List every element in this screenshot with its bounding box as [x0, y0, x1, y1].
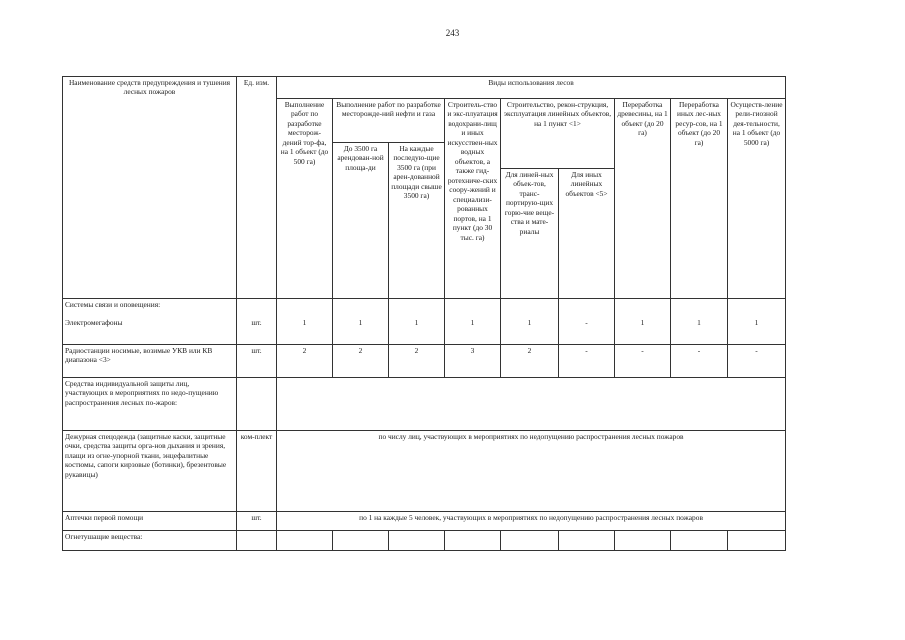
header-col-linear-other: Для иных линейных объектов <5> [559, 169, 615, 299]
cell-value: 2 [389, 345, 445, 378]
cell-value: 1 [501, 317, 559, 345]
header-col-other-resources: Переработка иных лес-ных ресур-сов, на 1 объект (до 20 га) [671, 99, 728, 299]
header-group-linear: Строительство, рекон-струкция, эксплуатация линейных объектов, на 1 пункт <1> [501, 99, 615, 169]
header-col-linear-fuel: Для линей-ных объек-тов, транс-портирую-щих горю-чие веще-ства и мате-риалы [501, 169, 559, 299]
header-col-oilgas-up-to-3500: До 3500 га арендован-ной площа-ди [333, 143, 389, 299]
table-row [63, 317, 786, 345]
cell-value: 2 [277, 345, 333, 378]
row-workwear-name: Дежурная спецодежда (защитные каски, защитные очки, средства защиты орга-нов дыхания и зрения, плащи из огне-упорной ткани, энцефалитные костюмы, сапоги кирзовые (ботинки), брезентовые рукавицы) [63, 431, 237, 512]
cell-value: 1 [277, 317, 333, 345]
header-name-column: Наименование средств предупреждения и тушения лесных пожаров [63, 77, 237, 299]
header-col-religious: Осуществ-ление рели-гиозной дея-тельности, на 1 объект (до 5000 га) [728, 99, 786, 299]
row-radios-unit: шт. [237, 345, 277, 378]
cell-value: 1 [389, 317, 445, 345]
cell-value: 1 [728, 317, 786, 345]
header-group-title: Виды использования лесов [277, 77, 786, 99]
cell-value: 1 [671, 317, 728, 345]
table-row [63, 345, 786, 378]
fire-equipment-table [62, 76, 786, 551]
section-communications: Системы связи и оповещения: [63, 299, 237, 317]
row-radios-name: Радиостанции носимые, возимые УКВ или КВ диапазона <3> [63, 345, 237, 378]
cell-value: 2 [501, 345, 559, 378]
table-row [63, 512, 786, 531]
header-col-oilgas-each-3500: На каждые последую-щие 3500 га (при арен-дованной площади свыше 3500 га) [389, 143, 445, 299]
row-megaphones-unit: шт. [237, 317, 277, 345]
section-extinguishing: Огнетушащие вещества: [63, 531, 237, 551]
header-unit-column: Ед. изм. [237, 77, 277, 299]
row-firstaid-unit: шт. [237, 512, 277, 531]
cell-value: - [671, 345, 728, 378]
table-row [63, 431, 786, 512]
header-group-oilgas: Выполнение работ по разработке месторожде-ний нефти и газа [333, 99, 445, 143]
row-firstaid-span-text: по 1 на каждые 5 человек, участвующих в мероприятиях по недопущению распространения лесных пожаров [277, 512, 786, 531]
cell-value: - [559, 317, 615, 345]
cell-value: - [728, 345, 786, 378]
table-row [63, 378, 786, 431]
table-row [63, 531, 786, 551]
header-col-reservoirs: Строитель-ство и экс-плуатация водохрани-лищ и иных искусствен-ных водных объектов, а также гид-ротехниче-ских соору-жений и специализи-рованных портов, на 1 пункт (до 30 тыс. га) [445, 99, 501, 299]
cell-value: - [615, 345, 671, 378]
cell-value: 3 [445, 345, 501, 378]
cell-value: 1 [445, 317, 501, 345]
header-col-peat: Выполнение работ по разработке месторож-дений тор-фа, на 1 объект (до 500 га) [277, 99, 333, 299]
header-col-wood-processing: Переработка древесины, на 1 объект (до 20 га) [615, 99, 671, 299]
page-number: 243 [445, 28, 460, 38]
row-workwear-span-text: по числу лиц, участвующих в мероприятиях по недопущению распространения лесных пожаров [277, 431, 786, 512]
row-workwear-unit: ком-плект [237, 431, 277, 512]
cell-value: 2 [333, 345, 389, 378]
cell-value: 1 [333, 317, 389, 345]
row-firstaid-name: Аптечки первой помощи [63, 512, 237, 531]
cell-value: 1 [615, 317, 671, 345]
row-megaphones-name: Электромегафоны [63, 317, 237, 345]
section-ppe: Средства индивидуальной защиты лиц, участвующих в мероприятиях по недо-пущению распространения лесных по-жаров: [63, 378, 237, 431]
cell-value: - [559, 345, 615, 378]
